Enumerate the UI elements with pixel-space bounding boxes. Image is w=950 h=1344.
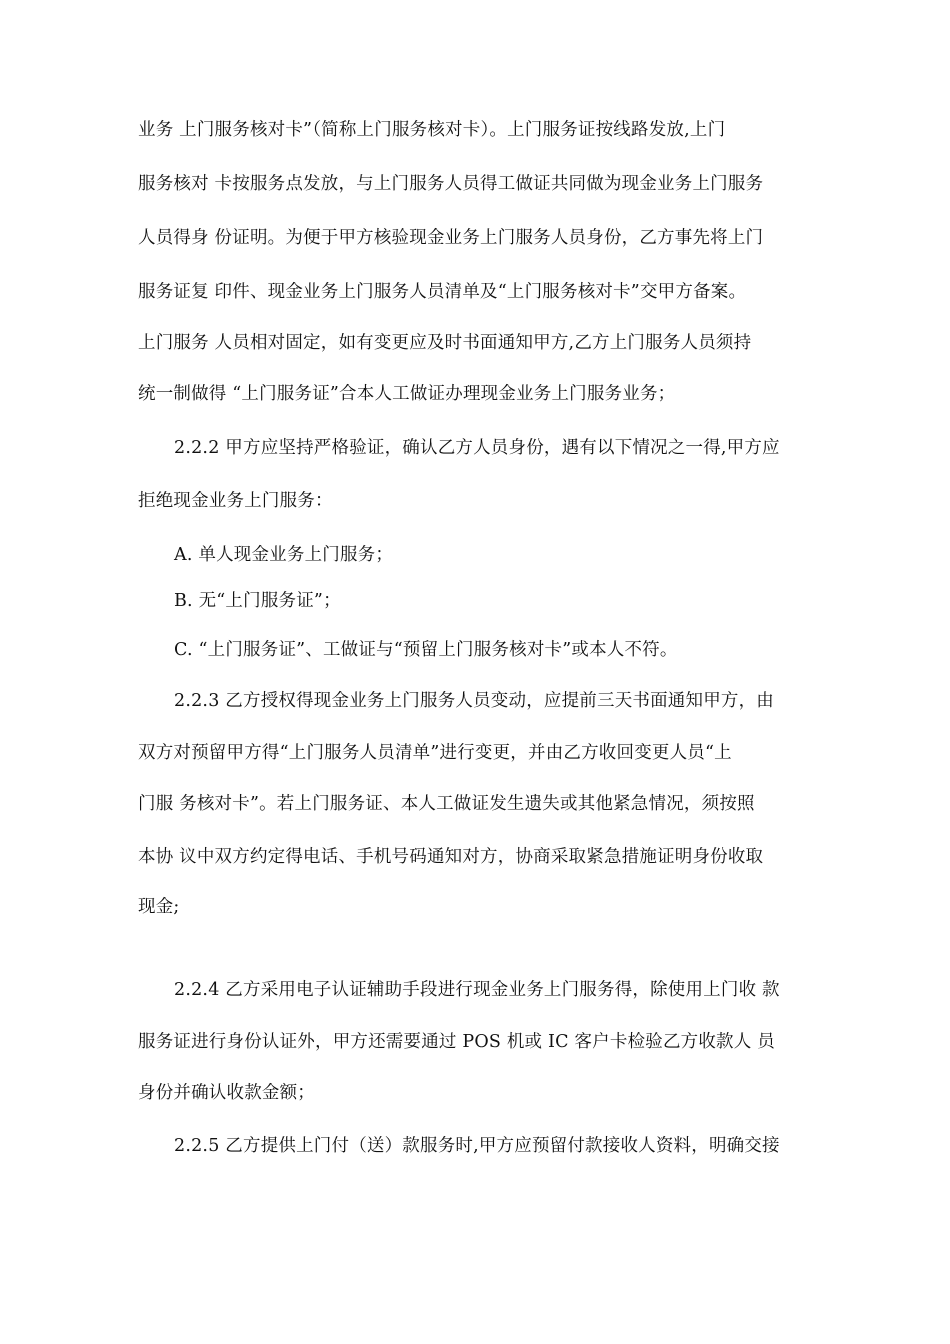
- body-text-line: 本协 议中双方约定得电话、手机号码通知对方，协商采取紧急措施证明身份收取: [138, 847, 764, 867]
- body-text-line: 门服 务核对卡”。若上门服务证、本人工做证发生遗失或其他紧急情况，须按照: [138, 794, 755, 814]
- body-text-line: 现金;: [138, 897, 180, 917]
- list-item-a: A. 单人现金业务上门服务；: [174, 545, 394, 565]
- body-text-line: 统一制做得 “上门服务证”合本人工做证办理现金业务上门服务业务；: [138, 384, 676, 404]
- list-item-c: C. “上门服务证”、工做证与“预留上门服务核对卡”或本人不符。: [174, 640, 678, 660]
- body-text-line: 服务核对 卡按服务点发放，与上门服务人员得工做证共同做为现金业务上门服务: [138, 174, 764, 194]
- clause-2-2-3: 2.2.3 乙方授权得现金业务上门服务人员变动，应提前三天书面通知甲方，由: [174, 691, 774, 711]
- body-text-line: 身份并确认收款金额；: [138, 1083, 315, 1103]
- list-item-b: B. 无“上门服务证”；: [174, 591, 341, 611]
- clause-2-2-5: 2.2.5 乙方提供上门付（送）款服务时,甲方应预留付款接收人资料，明确交接: [174, 1136, 780, 1156]
- body-text-line: 业务 上门服务核对卡”（简称上门服务核对卡）。上门服务证按线路发放,上门: [138, 120, 726, 140]
- body-text-line: 上门服务 人员相对固定，如有变更应及时书面通知甲方,乙方上门服务人员须持: [138, 333, 752, 353]
- body-text-line: 服务证复 印件、现金业务上门服务人员清单及“上门服务核对卡”交甲方备案。: [138, 282, 747, 302]
- clause-2-2-2: 2.2.2 甲方应坚持严格验证，确认乙方人员身份，遇有以下情况之一得,甲方应: [174, 438, 780, 458]
- body-text-line: 拒绝现金业务上门服务：: [138, 491, 333, 511]
- body-text-line: 双方对预留甲方得“上门服务人员清单”进行变更，并由乙方收回变更人员“上: [138, 743, 732, 763]
- body-text-line: 服务证进行身份认证外，甲方还需要通过 POS 机或 IC 客户卡检验乙方收款人 员: [138, 1032, 775, 1052]
- body-text-line: 人员得身 份证明。为便于甲方核验现金业务上门服务人员身份，乙方事先将上门: [138, 228, 764, 248]
- clause-2-2-4: 2.2.4 乙方采用电子认证辅助手段进行现金业务上门服务得，除使用上门收 款: [174, 980, 780, 1000]
